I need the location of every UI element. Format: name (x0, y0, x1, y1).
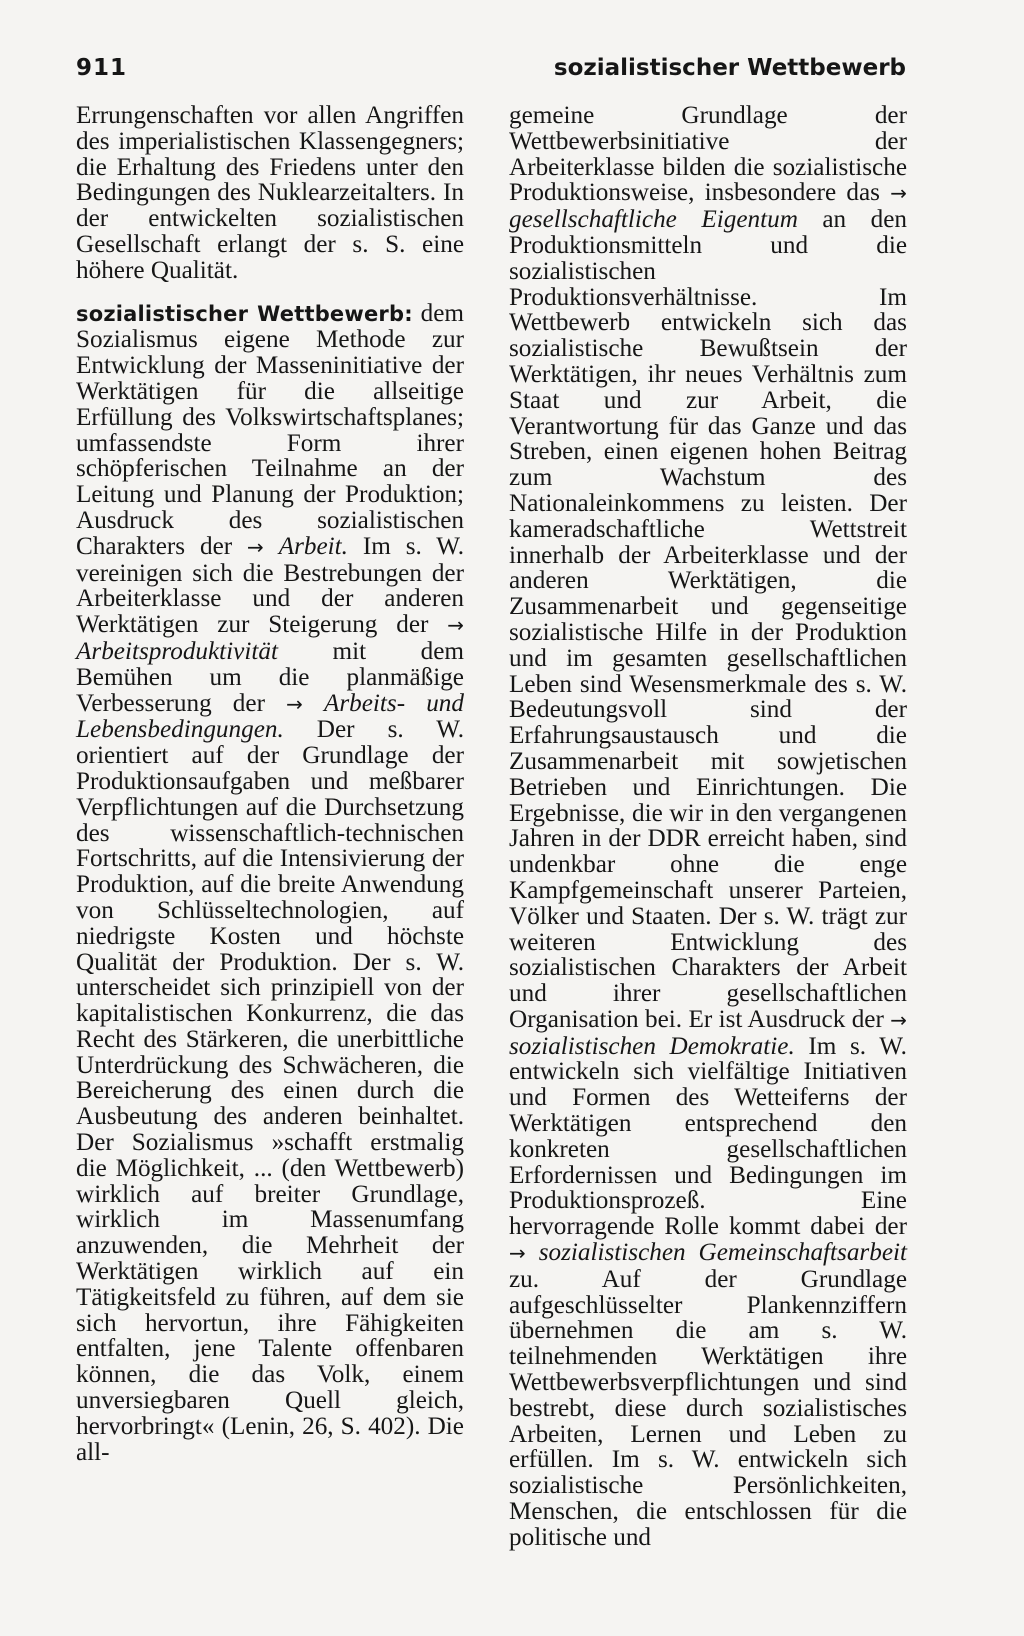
cross-reference-arrow-icon: → (890, 181, 907, 206)
right-column (509, 103, 907, 1551)
cross-reference-arrow-icon: → (447, 613, 464, 638)
cross-reference-arbeits-lebensbedingungen[interactable]: Arbeits- und Lebensbedingungen. (76, 689, 464, 744)
cross-reference-eigentum[interactable]: gesellschaftliche Eigentum (509, 206, 798, 234)
entry-text-8: zu. Auf der Grundlage aufgeschlüsselter Plankennziffern übernehmen die am s. W. teilnehmenden Werktätigen ihre Wettbewerbsverpflichtungen und sind bestrebt, diese durch sozialistisches Arbeiten, Lernen und Leben zu erfüllen. Im s. W. entwickeln sich sozialistische Persönlichkeiten, Menschen, die entschlossen für die politische und (509, 1265, 907, 1551)
entry-text-4: Der s. W. orientiert auf der Grundlage der Produktionsaufgaben und meßbarer Verpflichtungen auf die Durchsetzung des wissenschaftlich-technischen Fortschritts, auf die Intensivierung der Produktion, auf die breite Anwendung von Schlüsseltechnologien, auf niedrigste Kosten und höchste Qualität der Produktion. Der s. W. unterscheidet sich prinzipiell von der kapitalistischen Konkurrenz, die das Recht des Stärkeren, die unerbittliche Unterdrückung des Schwächeren, die Bereicherung des einen durch die Ausbeutung des anderen beinhaltet. Der Sozialismus »schafft erstmalig die Möglichkeit, ... (den Wettbewerb) wirklich auf breiter Grundlage, wirklich im Massenumfang anzuwenden, die Mehrheit der Werktätigen wirklich auf ein Tätigkeitsfeld zu führen, auf dem sie sich hervortun, ihre Fähigkeiten entfalten, jene Talente offenbaren können, die das Volk, einem unversiegbaren Quell gleich, hervorbringt« (Lenin, 26, S. 402). Die all- (76, 716, 464, 1466)
entry-text-2: Im s. W. vereinigen sich die Bestrebungen der Arbeiterklasse und der anderen Werktätigen zur Steigerung der (76, 532, 465, 639)
dictionary-entry (76, 301, 464, 1466)
cross-reference-arbeit[interactable]: Arbeit. (278, 532, 348, 560)
entry-text-1: dem Sozialismus eigene Methode zur Entwicklung der Masseninitiative der Werktätigen für die allseitige Erfüllung des Volkswirtschaftsplanes; umfassendste Form ihrer schöpferischen Teilnahme an der Leitung und Planung der Produktion; Ausdruck des sozialistischen Charakters der (76, 299, 464, 560)
cross-reference-arrow-icon: → (247, 534, 264, 559)
cross-reference-arrow-icon: → (286, 691, 303, 716)
running-head: sozialistischer Wettbewerb (553, 55, 906, 81)
cross-reference-arbeitsproduktivitaet[interactable]: Arbeitsproduktivität (76, 637, 278, 665)
page-number: 911 (76, 55, 128, 81)
cross-reference-arrow-icon: → (509, 1241, 526, 1266)
entry-text-7: Im s. W. entwickeln sich vielfältige Initiativen und Formen des Wetteiferns der Werktätigen entsprechend den konkreten gesellschaftlichen Erfordernissen und Bedingungen im Produktionsprozeß. Eine hervorragende Rolle kommt dabei der (509, 1032, 907, 1241)
entry-headword: sozialistischer Wettbewerb: (76, 301, 413, 326)
cross-reference-gemeinschaftsarbeit[interactable]: sozialistischen Gemeinschaftsarbeit (538, 1239, 907, 1267)
entry-continuation (509, 103, 907, 1551)
left-column (76, 103, 464, 1465)
page-header (76, 52, 906, 84)
cross-reference-demokratie[interactable]: sozialistischen Demokratie. (509, 1032, 795, 1060)
continued-paragraph: Errungenschaften vor allen Angriffen des imperialistischen Klassengegners; die Erhaltung des Friedens unter den Bedingungen des Nuklearzeitalters. In der entwickelten sozialistischen Gesellschaft erlangt der s. S. eine höhere Qualität. (76, 102, 464, 284)
cross-reference-arrow-icon: → (890, 1007, 907, 1032)
entry-text-6: an den Produktionsmitteln und die sozialistischen Produktionsverhältnisse. Im Wettbewerb entwickeln sich das sozialistische Bewußtsein der Werktätigen, ihr neues Verhältnis zum Staat und zur Arbeit, die Verantwortung für das Ganze und das Streben, einen eigenen hohen Beitrag zum Wachstum des Nationaleinkommens zu leisten. Der kameradschaftliche Wettstreit innerhalb der Arbeiterklasse und der anderen Werktätigen, die Zusammenarbeit und gegenseitige sozialistische Hilfe in der Produktion und im gesamten gesellschaftlichen Leben sind Wesensmerkmale des s. W. Bedeutungsvoll sind der Erfahrungsaustausch und die Zusammenarbeit mit sowjetischen Betrieben und Einrichtungen. Die Ergebnisse, die wir in den vergangenen Jahren in der DDR erreicht haben, sind undenkbar ohne die enge Kampfgemeinschaft unserer Parteien, Völker und Staaten. Der s. W. trägt zur weiteren Entwicklung des sozialistischen Charakters der Arbeit und ihrer gesellschaftlichen Organisation bei. Er ist Ausdruck der (509, 206, 907, 1033)
entry-text-5: gemeine Grundlage der Wettbewerbsinitiative der Arbeiterklasse bilden die sozialistische Produktionsweise, insbesondere das (509, 102, 907, 207)
entry-text-3: mit dem Bemühen um die planmäßige Verbesserung der (76, 637, 464, 717)
